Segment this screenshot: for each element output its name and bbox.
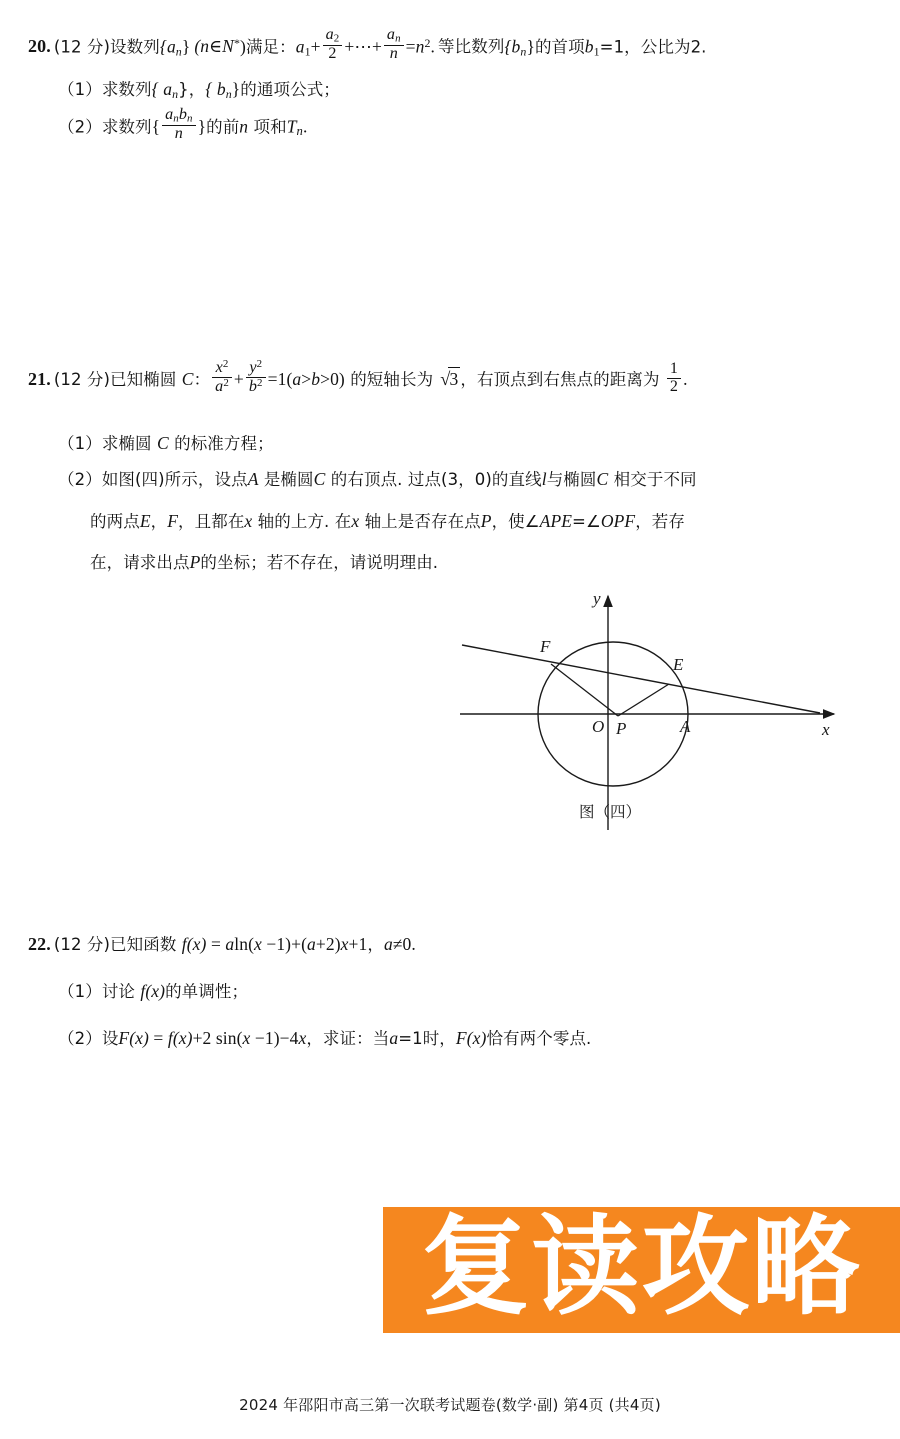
point-P-ref-1: P bbox=[480, 511, 492, 531]
f1-num-x: x bbox=[215, 359, 223, 377]
label-A: A bbox=[680, 717, 691, 736]
var-x-term: x bbox=[340, 934, 349, 954]
label-E: E bbox=[673, 655, 684, 674]
q22-part-2-text-b: ，求证：当 bbox=[306, 1029, 390, 1048]
q21-p2-l1-c: 的右顶点. 过点(3，0)的直线 bbox=[325, 470, 542, 489]
b1-symbol: b bbox=[584, 36, 594, 57]
part-1-text-a: 求数列 bbox=[101, 80, 152, 99]
point-F-ref: F bbox=[167, 511, 179, 531]
question-21-marks: (12 分) bbox=[53, 369, 111, 389]
sin-rest: −1)−4 bbox=[250, 1028, 299, 1048]
q21-p2-l2-g: ，若存 bbox=[635, 512, 685, 531]
question-21-part-2-line-2 bbox=[90, 510, 685, 534]
q21-p2-l2-a: 的两点 bbox=[90, 512, 140, 531]
line-l-ref: l bbox=[541, 469, 547, 489]
fraction-x2-over-a2 bbox=[212, 359, 232, 396]
part-1-seq-b: { b bbox=[205, 79, 226, 99]
secant-line-l bbox=[462, 645, 820, 713]
half-denominator: 2 bbox=[669, 377, 679, 395]
part-2-frac-num-a: a bbox=[165, 106, 174, 124]
q22-equals: = bbox=[206, 934, 226, 954]
period-1: . bbox=[430, 36, 436, 57]
plus-two-sin: +2 sin( bbox=[192, 1028, 243, 1048]
q21-p2-l3-a: 在，请求出点 bbox=[90, 553, 190, 572]
part-2-var-T: T bbox=[286, 116, 297, 137]
point-E-ref: E bbox=[139, 511, 151, 531]
part-2-frac-num-b-index: n bbox=[187, 112, 193, 125]
q22-p2-f: f bbox=[167, 1028, 173, 1048]
frac2-numerator-index: n bbox=[395, 32, 401, 45]
first-term-text: 的首项 bbox=[534, 37, 585, 57]
point-P-ref-2: P bbox=[189, 552, 201, 572]
q21-p2-l2-f: =∠ bbox=[572, 512, 601, 531]
label-F: F bbox=[540, 637, 551, 656]
part-2-brace-close: } bbox=[197, 116, 207, 137]
frac2-denominator: n bbox=[389, 45, 398, 63]
frac2-numerator: a bbox=[386, 26, 396, 44]
function-F-symbol-2: F bbox=[455, 1028, 467, 1048]
q22-part-2-text-c: 恰有两个零点. bbox=[486, 1029, 592, 1048]
q22-p1-f-arg: (x) bbox=[145, 981, 166, 1001]
q22-part-1-text-b: 的单调性； bbox=[165, 982, 249, 1001]
part-2-text-d: . bbox=[302, 116, 308, 137]
sqrt-radicand: 3 bbox=[448, 367, 460, 392]
q21-part-1-curve: C bbox=[156, 433, 169, 453]
question-22-marks: (12 分) bbox=[53, 935, 111, 954]
cond-a: a bbox=[292, 368, 302, 389]
fraction-y2-over-b2 bbox=[246, 359, 266, 396]
label-P: P bbox=[616, 719, 627, 738]
part-1-seq-a-close: }， bbox=[178, 80, 206, 99]
q22-comma: ， bbox=[367, 935, 384, 954]
part-2-frac-den: n bbox=[174, 125, 183, 143]
question-22-number: 22. bbox=[28, 934, 51, 954]
question-20-part-2 bbox=[58, 106, 308, 146]
half-numerator: 1 bbox=[667, 361, 681, 379]
a-equals-value: =1时， bbox=[398, 1029, 456, 1048]
question-21-lead: 已知椭圆 bbox=[110, 369, 182, 389]
curve-C-ref-1: C bbox=[313, 469, 326, 489]
part-2-var-n: n bbox=[239, 116, 249, 137]
common-ratio-text: 公比为2. bbox=[640, 37, 707, 57]
part-1-text-b: 的通项公式； bbox=[240, 80, 340, 99]
q22-p1-f: f bbox=[140, 981, 146, 1001]
colon-1: ： bbox=[193, 369, 211, 389]
q21-p2-l3-b: 的坐标；若不存在，请说明理由. bbox=[200, 553, 439, 572]
f2-num-exp: 2 bbox=[256, 358, 263, 371]
coef-a-2: a bbox=[307, 934, 316, 954]
plus-two-close: +2) bbox=[315, 934, 341, 954]
ln-open: ln( bbox=[234, 934, 255, 954]
q21-p2-l1-b: 是椭圆 bbox=[258, 470, 314, 489]
page-footer: 2024 年邵阳市高三第一次联考试题卷(数学·副) 第4页 (共4页) bbox=[239, 1396, 661, 1414]
question-20-stem bbox=[28, 26, 707, 66]
function-f-arg: (x) bbox=[186, 934, 207, 954]
not-equal-zero: ≠0. bbox=[392, 934, 416, 954]
question-20-number: 20. bbox=[28, 36, 51, 57]
segment-PE bbox=[618, 684, 669, 716]
part-2-frac-num-b: b bbox=[178, 106, 188, 124]
question-22-stem bbox=[28, 932, 416, 957]
domain-star: * bbox=[233, 36, 240, 51]
zero-close: 0) bbox=[330, 368, 345, 389]
q21-part-1-text-b: 的标准方程； bbox=[168, 434, 274, 453]
plus-one-term: +1 bbox=[348, 934, 368, 954]
seq-b-close: } bbox=[526, 36, 535, 57]
ln-rest: −1)+( bbox=[261, 934, 308, 954]
sqrt-three: √3 bbox=[439, 367, 461, 392]
coef-a-1: a bbox=[225, 934, 235, 954]
label-y-axis: y bbox=[593, 589, 601, 608]
function-F-arg-2: (x) bbox=[466, 1028, 487, 1048]
plus-1: + bbox=[310, 36, 321, 57]
fraction-one-half bbox=[667, 361, 681, 396]
q21-p2-l2-b: ，且都在 bbox=[178, 512, 245, 531]
question-20-stem-lead: 设数列 bbox=[110, 37, 160, 57]
question-22-part-2 bbox=[58, 1027, 591, 1051]
cond-a-nonzero: a bbox=[383, 934, 393, 954]
point-A-ref: A bbox=[247, 469, 259, 489]
domain-open: (n∈N bbox=[194, 36, 234, 57]
q21-part-2-label: （2） bbox=[58, 470, 102, 489]
cond-b: b bbox=[311, 368, 321, 389]
part-2-var-T-index: n bbox=[296, 124, 303, 139]
question-21-part-1 bbox=[58, 432, 274, 456]
ln-arg-x: x bbox=[254, 934, 262, 954]
q21-p2-l2-d: 轴上是否存在点 bbox=[359, 512, 481, 531]
geometric-seq-text: 等比数列 bbox=[438, 37, 505, 57]
distance-text: 右顶点到右焦点的距离为 bbox=[476, 369, 665, 389]
f2-num-y: y bbox=[249, 359, 257, 377]
period-ellipse: . bbox=[683, 368, 688, 389]
f1-num-exp: 2 bbox=[222, 358, 229, 371]
comma-EF: ， bbox=[150, 512, 168, 531]
q22-part-1-text-a: 讨论 bbox=[101, 982, 141, 1001]
part-2-label: （2） bbox=[58, 117, 102, 137]
seq-a-close: } bbox=[181, 36, 191, 57]
fraction-a2-over-2 bbox=[323, 27, 343, 63]
part-2-text-c: 项和 bbox=[248, 117, 287, 137]
q22-p2-equals: = bbox=[148, 1028, 168, 1048]
var-x-2: x bbox=[351, 511, 360, 531]
f2-den-exp: 2 bbox=[257, 376, 263, 389]
question-21-number: 21. bbox=[28, 368, 51, 389]
b1-value: =1， bbox=[599, 37, 641, 57]
minor-axis-text: 的短轴长为 bbox=[344, 369, 439, 389]
f2-den-b: b bbox=[248, 377, 258, 395]
part-2-text-a: 求数列 bbox=[101, 117, 152, 137]
question-20-part-1 bbox=[58, 78, 340, 102]
label-O: O bbox=[592, 717, 605, 736]
question-22-part-1 bbox=[58, 980, 248, 1004]
var-x-4x: x bbox=[298, 1028, 307, 1048]
part-2-brace-open: { bbox=[151, 116, 161, 137]
q21-p2-l1-d: 与椭圆 bbox=[546, 470, 597, 489]
function-F-symbol: F bbox=[118, 1028, 130, 1048]
figure-caption: 图（四） bbox=[578, 803, 641, 821]
term-a1-index: 1 bbox=[304, 44, 311, 59]
function-F-arg: (x) bbox=[129, 1028, 149, 1048]
function-f-symbol: f bbox=[181, 934, 187, 954]
domain-close: ) bbox=[240, 36, 246, 57]
f1-den-a: a bbox=[215, 377, 224, 395]
rhs-exponent: 2 bbox=[424, 36, 431, 51]
a-equals-symbol: a bbox=[389, 1028, 399, 1048]
seq-b-index: n bbox=[520, 44, 527, 59]
q21-p2-l1-e: 相交于不同 bbox=[608, 470, 697, 489]
part-1-label: （1） bbox=[58, 80, 102, 99]
question-21-part-2-line-3 bbox=[90, 551, 438, 575]
part-2-text-b: 的前 bbox=[206, 117, 240, 137]
fraction-an-over-n bbox=[384, 27, 404, 63]
q22-part-2-text-a: 设 bbox=[101, 1029, 119, 1048]
part-1-seq-a-index: n bbox=[172, 86, 179, 101]
q21-p2-l1-a: 如图(四)所示，设点 bbox=[101, 470, 248, 489]
question-21-part-2-line-1 bbox=[58, 468, 697, 492]
q21-p2-l2-c: 轴的上方. 在 bbox=[252, 512, 352, 531]
part-1-seq-b-close: } bbox=[231, 79, 241, 99]
question-21-stem bbox=[28, 358, 688, 399]
frac1-denominator: 2 bbox=[328, 45, 337, 63]
part-2-frac-num-a-index: n bbox=[173, 112, 179, 125]
seq-a-open: {a bbox=[159, 36, 176, 57]
greater-than-2: > bbox=[320, 368, 331, 389]
part-1-seq-b-index: n bbox=[225, 86, 232, 101]
q21-part-1-text-a: 求椭圆 bbox=[101, 434, 157, 453]
fraction-anbn-over-n bbox=[162, 107, 195, 143]
angle-OPF: OPF bbox=[600, 511, 636, 531]
promo-banner-text: 复读攻略 bbox=[421, 1207, 862, 1330]
term-a1: a bbox=[295, 36, 305, 57]
q21-part-1-label: （1） bbox=[58, 434, 102, 453]
label-x-axis: x bbox=[822, 720, 830, 739]
plus-ellipse: + bbox=[233, 368, 244, 389]
q21-p2-l2-e: ，使∠ bbox=[491, 512, 540, 531]
f1-den-exp: 2 bbox=[223, 376, 229, 389]
q22-part-1-label: （1） bbox=[58, 982, 102, 1001]
curve-C-ref-2: C bbox=[596, 469, 609, 489]
angle-APE: APE bbox=[539, 511, 573, 531]
equals-sign: = bbox=[405, 36, 416, 57]
var-x-1: x bbox=[244, 511, 253, 531]
frac1-numerator: a bbox=[325, 26, 334, 44]
q22-p2-f-arg: (x) bbox=[172, 1028, 193, 1048]
frac1-numerator-index: 2 bbox=[333, 32, 340, 45]
greater-than-1: > bbox=[301, 368, 312, 389]
seq-a-index: n bbox=[175, 44, 182, 59]
sin-arg-x: x bbox=[242, 1028, 251, 1048]
satisfy-text: 满足： bbox=[245, 37, 296, 57]
ellipse-symbol-C: C bbox=[181, 368, 194, 389]
ellipsis-plus: +⋯+ bbox=[344, 36, 382, 57]
b1-index: 1 bbox=[593, 44, 600, 59]
question-22-lead: 已知函数 bbox=[110, 935, 182, 954]
part-1-seq-a: { a bbox=[151, 79, 173, 99]
equals-one-open: =1( bbox=[267, 368, 293, 389]
rhs-n: n bbox=[415, 36, 425, 57]
comma-ellipse: ， bbox=[460, 369, 477, 389]
promo-banner[interactable] bbox=[383, 1207, 900, 1333]
seq-b-open: {b bbox=[504, 36, 521, 57]
question-20-marks: (12 分) bbox=[53, 37, 111, 57]
q22-part-2-label: （2） bbox=[58, 1029, 102, 1048]
